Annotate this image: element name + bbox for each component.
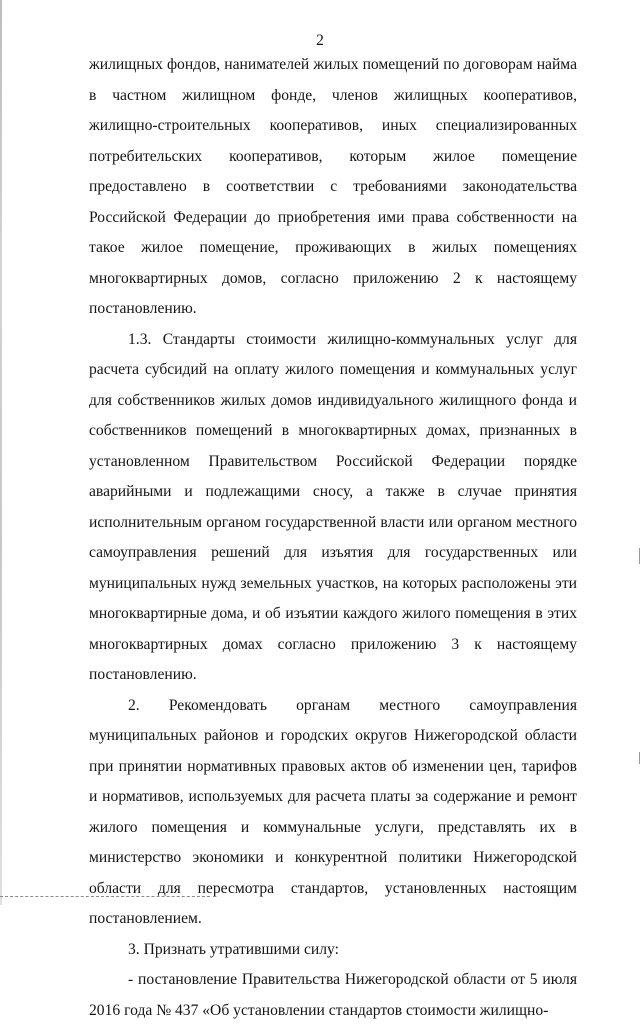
list-item-repealed-act: - постановление Правительства Нижегородской области от 5 июля 2016 года № 437 «Об установлении стандартов стоимости жилищно-: [89, 971, 577, 1019]
document-body: [89, 50, 577, 1026]
page-number: 2: [316, 32, 324, 49]
paragraph-2: 2. Рекомендовать органам местного самоуправления муниципальных районов и городских округов Нижегородской области при принятии нормативных правовых актов об изменении цен, тарифов и нормативов, используемых для расчета платы за содержание и ремонт жилого помещения и коммунальные услуги, представлять их в министерство экономики и конкурентной политики Нижегородской области для пересмотра стандартов, установленных настоящим постановлением.: [89, 696, 577, 927]
paragraph-continuation: жилищных фондов, нанимателей жилых помещений по договорам найма в частном жилищном фонде, членов жилищных кооперативов, жилищно-строительных кооперативов, иных специализированных потребительских кооперативов, которым жилое помещение предоставлено в соответствии с требованиями законодательства Российской Федерации до приобретения ими права собственности на такое жилое помещение, проживающих в жилых помещениях многоквартирных домов, согласно приложению 2 к настоящему постановлению.: [89, 56, 577, 317]
paragraph-1-3: 1.3. Стандарты стоимости жилищно-коммунальных услуг для расчета субсидий на оплату жилого помещения и коммунальных услуг для собственников жилых домов индивидуального жилищного фонда и собственников помещений в многоквартирных домах, признанных в установленном Правительством Российской Федерации порядке аварийными и подлежащими сносу, а также в случае принятия исполнительным органом государственной власти или органом местного самоуправления решений для изъятия для государственных или муниципальных нужд земельных участков, на которых расположены эти многоквартирные дома, и об изъятии каждого жилого помещения в этих многоквартирных домах согласно приложению 3 к настоящему постановлению.: [89, 330, 577, 683]
bottom-scan-dash: [0, 896, 210, 897]
paragraph-3: 3. Признать утратившими силу:: [128, 940, 339, 958]
left-scan-edge: [0, 0, 2, 905]
